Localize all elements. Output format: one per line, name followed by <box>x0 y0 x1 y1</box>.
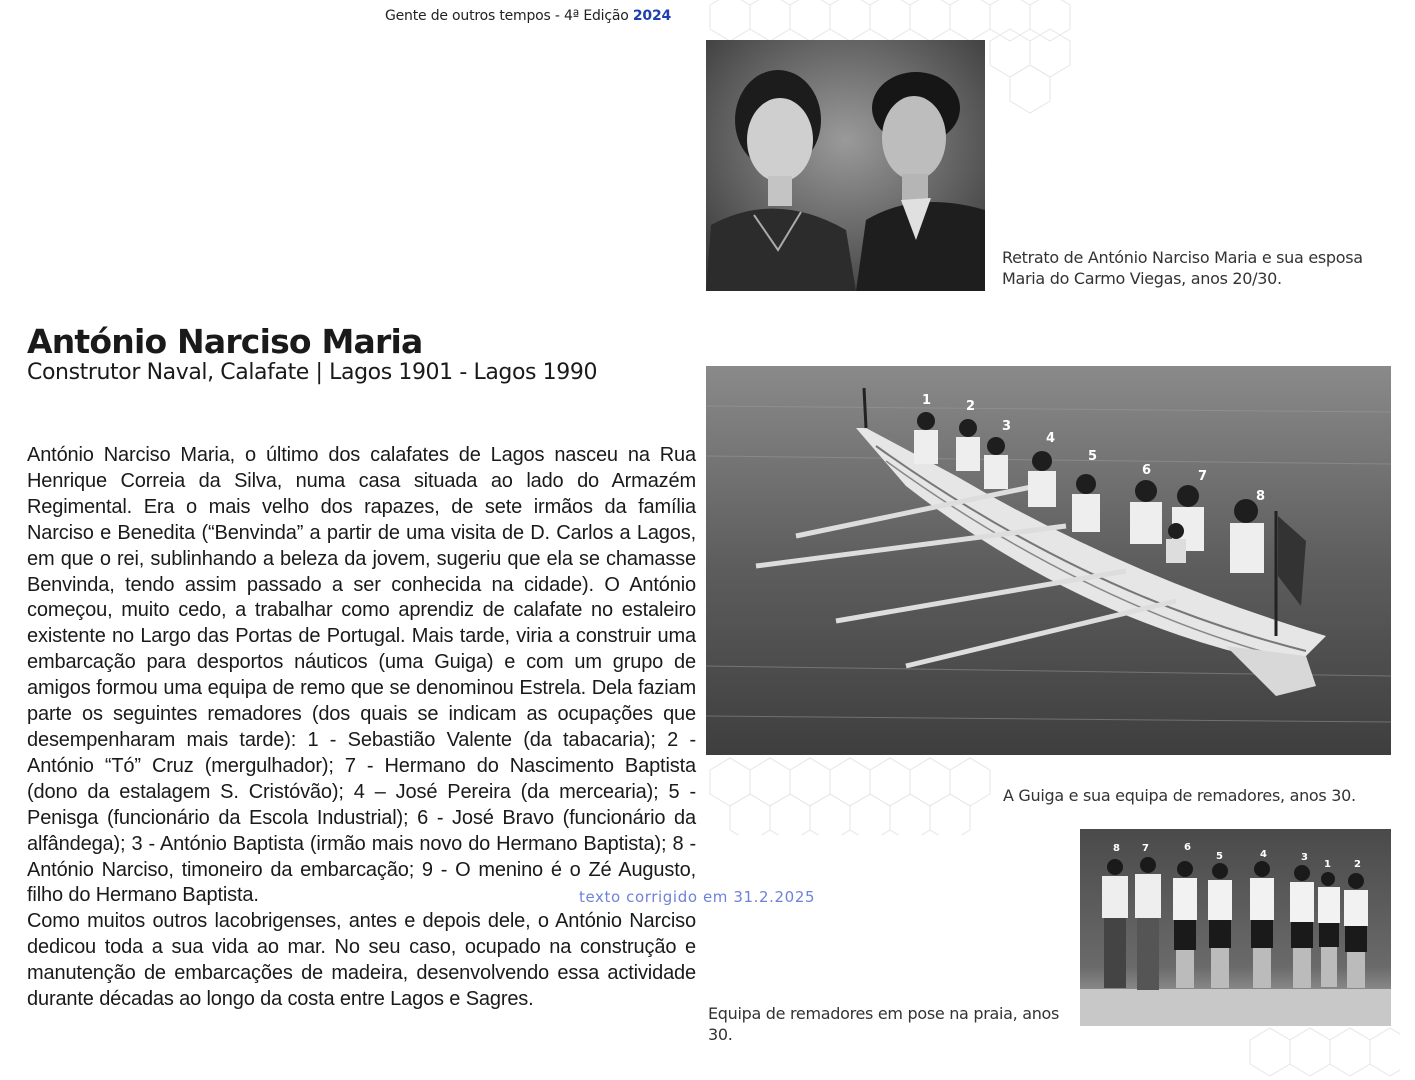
portrait-photo <box>706 40 985 291</box>
team-label: 1 <box>1324 859 1331 870</box>
team-label: 7 <box>1142 843 1149 854</box>
rower-label: 8 <box>1256 489 1266 504</box>
rower-label: 5 <box>1088 449 1098 464</box>
team-label: 3 <box>1301 852 1308 863</box>
portrait-caption: Retrato de António Narciso Maria e sua esposa Maria do Carmo Viegas, anos 20/30. <box>1002 248 1363 288</box>
rower-label: 6 <box>1142 463 1152 478</box>
rower-label: 3 <box>1002 419 1012 434</box>
team-label: 2 <box>1354 859 1361 870</box>
page-subtitle: Construtor Naval, Calafate | Lagos 1901 - Lagos 1990 <box>27 360 598 385</box>
article-body <box>27 443 696 1013</box>
team-label: 4 <box>1260 849 1267 860</box>
team-label: 5 <box>1216 851 1223 862</box>
edition-text: Gente de outros tempos - 4ª Edição <box>385 8 629 24</box>
team-label: 6 <box>1184 842 1191 853</box>
boat-photo <box>706 366 1391 755</box>
hexagon-pattern-bottom <box>1240 1025 1400 1080</box>
edition-year: 2024 <box>632 8 672 24</box>
rower-label: 2 <box>966 399 976 414</box>
team-caption: Equipa de remadores em pose na praia, anos 30. <box>708 1004 1060 1044</box>
page-title: António Narciso Maria <box>27 322 423 361</box>
article-paragraph-1: António Narciso Maria, o último dos calafates de Lagos nasceu na Rua Henrique Correia da Silva, numa casa situada ao lado do Armazém Regimental. Era o mais velho dos rapazes, de sete irmãos da família Narciso e Benedita (“Benvinda” a partir de uma visita de D. Carlos a Lagos, em que o rei, sublinhando a beleza da jovem, sugeriu que ela se chamasse Benvinda, tendo assim passado a ser conhecida na cidade). O António começou, muito cedo, a trabalhar como aprendiz de calafate no estaleiro existente no Largo das Portas de Portugal. Mais tarde, viria a construir uma embarcação para desportos náuticos (uma Guiga) e com um grupo de amigos formou uma equipa de remo que se denominou Estrela. Dela faziam parte os seguintes remadores (dos quais se indicam as ocupações que desempenharam mais tarde): 1 - Sebastião Valente (da tabacaria); 2 - António “Tó” Cruz (mergulhador); 7 - Hermano do Nascimento Baptista (dono da estalagem S. Cristóvão); 4 – José Pereira (da mercearia); 5 - Penisga (funcionário da Escola Industrial); 6 - José Bravo (funcionário da alfândega); 3 - António Baptista (irmão mais novo do Hermano Baptista); 8 - António Narciso, timoneiro da embarcação; 9 - O menino é o Zé Augusto, filho do Hermano Baptista. <box>27 444 696 907</box>
rower-label: 4 <box>1046 431 1056 446</box>
team-photo <box>1080 829 1391 1026</box>
hexagon-pattern-middle <box>700 755 1000 835</box>
team-label: 8 <box>1113 843 1120 854</box>
rower-label: 7 <box>1198 469 1208 484</box>
edition-header <box>385 8 671 24</box>
article-paragraph-2: Como muitos outros lacobrigenses, antes e depois dele, o António Narciso dedicou toda a sua vida ao mar. No seu caso, ocupado na construção e manutenção de embarcações de madeira, desenvolvendo essa actividade durante décadas ao longo da costa entre Lagos e Sagres. <box>27 910 696 1011</box>
boat-caption: A Guiga e sua equipa de remadores, anos 30. <box>1003 786 1356 805</box>
correction-note: texto corrigido em 31.2.2025 <box>579 888 816 906</box>
rower-label: 1 <box>922 393 932 408</box>
